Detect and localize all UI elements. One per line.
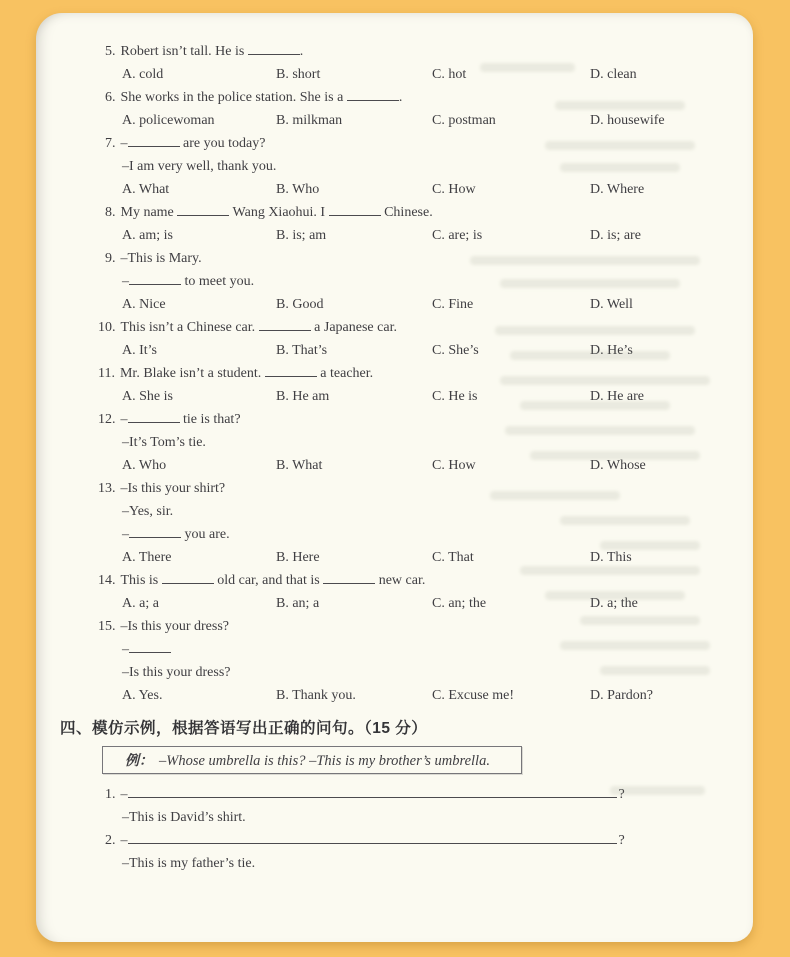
blank-line (265, 363, 317, 377)
option-cell: A. Yes. (122, 688, 163, 703)
option-cell: B. milkman (276, 113, 343, 128)
option-cell: A. She is (122, 389, 173, 404)
question-text: Chinese. (380, 205, 433, 220)
option-cell: A. It’s (122, 343, 157, 358)
option-cell: D. Whose (590, 458, 646, 473)
writein-response (36, 852, 753, 875)
bleed-through-artifact (545, 591, 685, 600)
question-mark: ? (618, 787, 625, 802)
question-text: –It’s Tom’s tie. (122, 435, 206, 450)
option-cell: C. are; is (432, 228, 483, 243)
blank-line (248, 41, 300, 55)
option-cell: B. Good (276, 297, 324, 312)
option-cell: D. housewife (590, 113, 665, 128)
question-number: 8. (105, 205, 116, 220)
option-cell: D. Where (590, 182, 645, 197)
question-text: –This is Mary. (120, 251, 202, 266)
option-cell: B. Thank you. (276, 688, 356, 703)
dash: – (120, 787, 128, 802)
blank-line (177, 202, 229, 216)
blank-line (259, 317, 311, 331)
question-number: 6. (105, 90, 116, 105)
blank-line (323, 570, 375, 584)
option-cell: D. He are (590, 389, 645, 404)
bleed-through-artifact (580, 616, 700, 625)
question-number: 12. (98, 412, 116, 427)
item-number: 1. (105, 787, 116, 802)
bleed-through-artifact (545, 141, 695, 150)
write-in-section (36, 783, 753, 875)
question-number: 13. (98, 481, 116, 496)
bleed-through-artifact (480, 63, 575, 72)
option-cell: A. a; a (122, 596, 159, 611)
option-cell: C. That (432, 550, 474, 565)
question-text: a teacher. (316, 366, 374, 381)
option-cell: A. There (122, 550, 172, 565)
question-number: 7. (105, 136, 116, 151)
options-row (36, 109, 753, 132)
bleed-through-artifact (500, 376, 710, 385)
bleed-through-artifact (470, 256, 700, 265)
option-cell: D. clean (590, 67, 637, 82)
question-text: – (122, 642, 129, 657)
option-cell: A. policewoman (122, 113, 215, 128)
example-label: 例： (125, 752, 153, 768)
option-cell: D. He’s (590, 343, 633, 358)
option-cell: B. Here (276, 550, 320, 565)
options-row (36, 178, 753, 201)
dash: – (120, 833, 128, 848)
option-cell: C. an; the (432, 596, 487, 611)
bleed-through-artifact (520, 401, 670, 410)
option-cell: B. is; am (276, 228, 327, 243)
answer-underline (128, 784, 617, 798)
question-text: –Is this your dress? (122, 665, 231, 680)
bleed-through-artifact (500, 279, 680, 288)
option-cell: B. an; a (276, 596, 320, 611)
blank-line (162, 570, 214, 584)
question-number: 5. (105, 44, 116, 59)
blank-line (129, 639, 171, 653)
blank-line (128, 133, 180, 147)
option-cell: A. Who (122, 458, 167, 473)
question-text: This isn’t a Chinese car. (120, 320, 259, 335)
option-cell: A. What (122, 182, 170, 197)
options-row (36, 684, 753, 707)
question-text: tie is that? (179, 412, 241, 427)
question-text: She works in the police station. She is a (120, 90, 347, 105)
option-cell: D. a; the (590, 596, 638, 611)
question-line (36, 477, 753, 500)
bleed-through-artifact (510, 351, 670, 360)
question-text: This is (120, 573, 162, 588)
question-number: 15. (98, 619, 116, 634)
option-cell: A. am; is (122, 228, 173, 243)
response-text: –This is my father’s tie. (122, 856, 256, 871)
section-four-heading: 四、模仿示例，根据答语写出正确的问句。（15 分） (60, 720, 428, 737)
option-cell: B. He am (276, 389, 330, 404)
question-text: . (299, 44, 304, 59)
question-text: – (120, 412, 128, 427)
option-cell: B. What (276, 458, 323, 473)
question-text: old car, and that is (213, 573, 324, 588)
writein-response (36, 806, 753, 829)
options-row (36, 224, 753, 247)
option-cell: A. Nice (122, 297, 166, 312)
question-text: . (398, 90, 403, 105)
option-cell: C. She’s (432, 343, 479, 358)
question-text: My name (120, 205, 178, 220)
option-cell: D. Pardon? (590, 688, 653, 703)
question-block (36, 40, 753, 86)
options-row (36, 63, 753, 86)
question-line (36, 201, 753, 224)
writein-item (36, 829, 753, 875)
question-text: –Yes, sir. (122, 504, 174, 519)
question-text: – (122, 527, 129, 542)
test-paper-page (36, 13, 753, 942)
question-mark: ? (618, 833, 625, 848)
blank-line (128, 409, 180, 423)
question-text: a Japanese car. (310, 320, 397, 335)
option-cell: C. hot (432, 67, 467, 82)
question-number: 14. (98, 573, 116, 588)
option-cell: C. Excuse me! (432, 688, 515, 703)
bleed-through-artifact (505, 426, 695, 435)
question-number: 9. (105, 251, 116, 266)
option-cell: C. He is (432, 389, 478, 404)
question-text: are you today? (179, 136, 266, 151)
bleed-through-artifact (495, 326, 695, 335)
question-text: –I am very well, thank you. (122, 159, 277, 174)
bleed-through-artifact (560, 516, 690, 525)
option-cell: B. That’s (276, 343, 328, 358)
options-row (36, 293, 753, 316)
option-cell: C. How (432, 458, 476, 473)
blank-line (347, 87, 399, 101)
question-text: – (120, 136, 128, 151)
example-box (102, 746, 522, 774)
question-text: –Is this your shirt? (120, 481, 226, 496)
question-line (36, 40, 753, 63)
question-text: Robert isn’t tall. He is (120, 44, 248, 59)
bleed-through-artifact (600, 666, 710, 675)
option-cell: C. How (432, 182, 476, 197)
bleed-through-artifact (520, 566, 700, 575)
question-text: –Is this your dress? (120, 619, 229, 634)
bleed-through-artifact (555, 101, 685, 110)
blank-line (329, 202, 381, 216)
bleed-through-artifact (530, 451, 700, 460)
option-cell: B. Who (276, 182, 320, 197)
response-text: –This is David’s shirt. (122, 810, 246, 825)
question-text: – (122, 274, 129, 289)
option-cell: D. is; are (590, 228, 641, 243)
bleed-through-artifact (610, 786, 705, 795)
bleed-through-artifact (560, 641, 710, 650)
blank-line (129, 271, 181, 285)
answer-underline (128, 830, 617, 844)
option-cell: B. short (276, 67, 321, 82)
question-number: 10. (98, 320, 116, 335)
question-text: you are. (181, 527, 230, 542)
question-text: Wang Xiaohui. I (229, 205, 329, 220)
question-block (36, 615, 753, 707)
option-cell: A. cold (122, 67, 164, 82)
option-cell: C. postman (432, 113, 496, 128)
bleed-through-artifact (490, 491, 620, 500)
example-text: –Whose umbrella is this? –This is my brother’s umbrella. (159, 753, 490, 769)
option-cell: C. Fine (432, 297, 474, 312)
question-text: Mr. Blake isn’t a student. (119, 366, 265, 381)
blank-line (129, 524, 181, 538)
bleed-through-artifact (560, 163, 680, 172)
question-number: 11. (98, 366, 115, 381)
option-cell: D. Well (590, 297, 633, 312)
item-number: 2. (105, 833, 116, 848)
question-text: to meet you. (181, 274, 255, 289)
question-text: new car. (375, 573, 426, 588)
question-block (36, 201, 753, 247)
bleed-through-artifact (600, 541, 700, 550)
option-cell: D. This (590, 550, 632, 565)
writein-line (36, 829, 753, 852)
question-block (36, 408, 753, 477)
